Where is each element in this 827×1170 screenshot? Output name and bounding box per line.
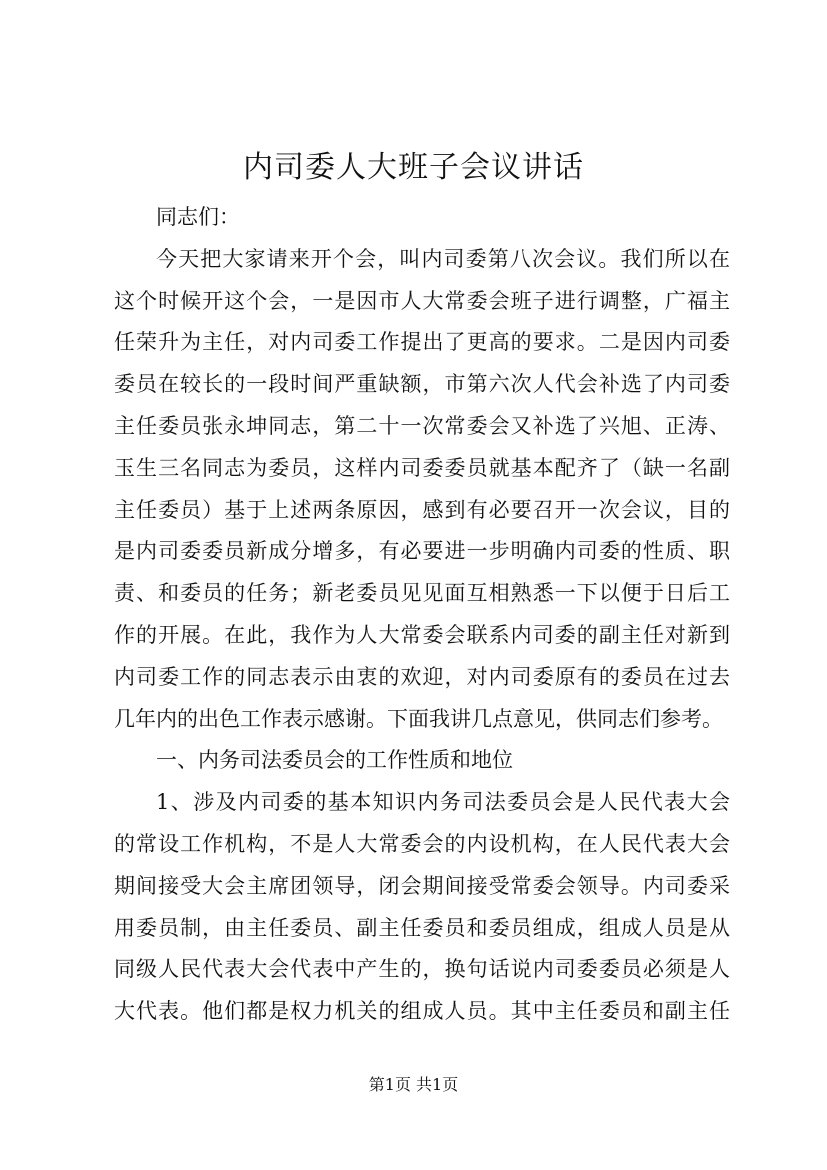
body-line: 大代表。他们都是权力机关的组成人员。其中主任委员和副主任 bbox=[114, 999, 730, 1024]
body-line: 责、和委员的任务；新老委员见见面互相熟悉一下以便于日后工 bbox=[114, 581, 730, 606]
body-line: 主任委员）基于上述两条原因，感到有必要召开一次会议，目的 bbox=[114, 497, 730, 522]
body-line: 1、涉及内司委的基本知识内务司法委员会是人民代表大会 bbox=[156, 790, 730, 815]
body-line: 主任委员张永坤同志，第二十一次常委会又补选了兴旭、正涛、 bbox=[114, 413, 730, 438]
body-line: 玉生三名同志为委员，这样内司委委员就基本配齐了（缺一名副 bbox=[114, 455, 730, 480]
document-body bbox=[114, 197, 730, 1033]
document-title: 内司委人大班子会议讲话 bbox=[243, 150, 584, 185]
section-heading: 一、内务司法委员会的工作性质和地位 bbox=[156, 748, 513, 773]
body-line: 是内司委委员新成分增多，有必要进一步明确内司委的性质、职 bbox=[114, 539, 730, 564]
body-line: 的常设工作机构，不是人大常委会的内设机构，在人民代表大会 bbox=[114, 831, 730, 856]
salutation-line: 同志们： bbox=[156, 205, 240, 229]
body-line: 委员在较长的一段时间严重缺额，市第六次人代会补选了内司委 bbox=[114, 372, 730, 397]
body-line: 作的开展。在此，我作为人大常委会联系内司委的副主任对新到 bbox=[114, 622, 730, 647]
body-line: 任荣升为主任，对内司委工作提出了更高的要求。二是因内司委 bbox=[114, 330, 730, 355]
body-line: 同级人民代表大会代表中产生的，换句话说内司委委员必须是人 bbox=[114, 957, 730, 982]
body-line: 这个时候开这个会，一是因市人大常委会班子进行调整，广福主 bbox=[114, 288, 730, 313]
body-line: 今天把大家请来开个会，叫内司委第八次会议。我们所以在 bbox=[156, 246, 730, 271]
body-line: 内司委工作的同志表示由衷的欢迎，对内司委原有的委员在过去 bbox=[114, 664, 730, 689]
body-line: 期间接受大会主席团领导，闭会期间接受常委会领导。内司委采 bbox=[114, 873, 730, 898]
body-line: 几年内的出色工作表示感谢。下面我讲几点意见，供同志们参考。 bbox=[114, 706, 723, 731]
page-footer: 第1页 共1页 bbox=[368, 1075, 459, 1094]
body-line: 用委员制，由主任委员、副主任委员和委员组成，组成人员是从 bbox=[114, 915, 730, 940]
